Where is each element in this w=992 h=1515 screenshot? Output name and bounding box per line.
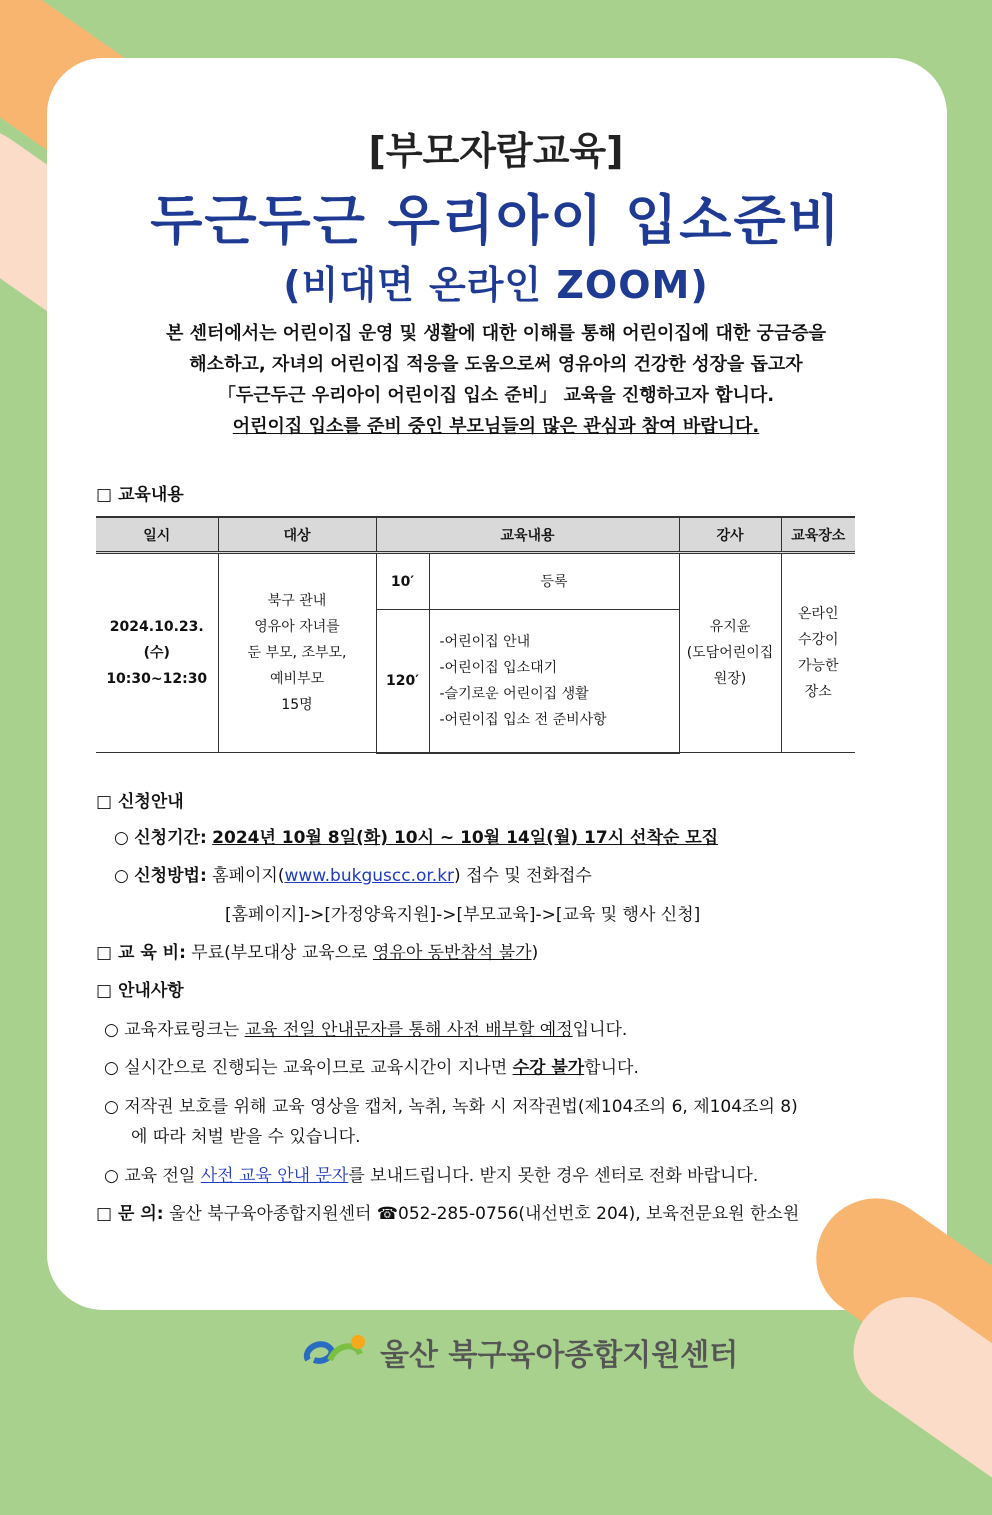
table-row xyxy=(96,553,855,610)
section-education-content: □ 교육내용 xyxy=(96,480,184,505)
header-place: 교육장소 xyxy=(781,517,855,553)
content-cell xyxy=(429,610,679,753)
contact-value: 울산 북구육아종합지원센터 ☎052-285-0756(내선번호 204), 보육전문요원 한소원 xyxy=(168,1204,800,1224)
apply-period: ○ 신청기간: 2024년 10월 8일(화) 10시 ~ 10월 14일(월) 17시 선착순 모집 xyxy=(114,828,719,848)
notice-item-cont: 에 따라 처벌 받을 수 있습니다. xyxy=(131,1127,361,1147)
notice-item: ○ 교육자료링크는 교육 전일 안내문자를 통해 사전 배부할 예정입니다. xyxy=(104,1020,628,1040)
intro-line: 「두근두근 우리아이 어린이집 입소 준비」 교육을 진행하고자 합니다. xyxy=(217,385,775,406)
target-cell xyxy=(218,553,376,753)
intro-paragraph xyxy=(0,318,992,442)
instructor-cell xyxy=(679,553,781,753)
content-line: -어린이집 입소 전 준비사항 xyxy=(439,711,607,728)
apply-period-value: 2024년 10월 8일(화) 10시 ~ 10월 14일(월) 17시 선착순 모집 xyxy=(212,828,719,848)
fee-underlined: 영유아 동반참석 불가 xyxy=(372,943,532,963)
org-name: 울산 북구육아종합지원센터 xyxy=(380,1338,739,1373)
header-date: 일시 xyxy=(96,517,218,553)
content-line: -슬기로운 어린이집 생활 xyxy=(439,685,589,702)
target-line: 15명 xyxy=(281,697,313,713)
homepage-link[interactable]: www.bukguscc.or.kr xyxy=(284,866,455,886)
content-line: -어린이집 입소대기 xyxy=(439,659,558,676)
org-logo-icon xyxy=(300,1330,370,1374)
target-line: 예비부모 xyxy=(269,671,325,687)
intro-line: 본 센터에서는 어린이집 운영 및 생활에 대한 이해를 통해 어린이집에 대한 궁금증을 xyxy=(165,323,827,344)
time-text: 10:30~12:30 xyxy=(106,671,208,687)
instructor-line: 원장) xyxy=(713,671,747,687)
education-table xyxy=(96,516,855,754)
notice-item: ○ 실시간으로 진행되는 교육이므로 교육시간이 지나면 수강 불가합니다. xyxy=(104,1058,639,1078)
apply-method-label: 신청방법: xyxy=(134,866,207,886)
notice-item: ○ 교육 전일 사전 교육 안내 문자를 보내드립니다. 받지 못한 경우 센터로 전화 바랍니다. xyxy=(104,1166,759,1186)
content-cell: 등록 xyxy=(429,553,679,610)
intro-line: 해소하고, 자녀의 어린이집 적응을 도움으로써 영유아의 건강한 성장을 돕고자 xyxy=(189,354,803,375)
duration-cell: 120′ xyxy=(376,610,429,753)
intro-line-underlined: 어린이집 입소를 준비 중인 부모님들의 많은 관심과 참여 바랍니다. xyxy=(232,416,760,437)
apply-path: [홈페이지]->[가정양육지원]->[부모교육]->[교육 및 행사 신청] xyxy=(225,905,701,925)
place-line: 온라인 xyxy=(797,606,839,622)
target-line: 둔 부모, 조부모, xyxy=(247,645,347,661)
notice-item: ○ 저작권 보호를 위해 교육 영상을 캡처, 녹취, 녹화 시 저작권법(제104조의 6, 제104조의 8) xyxy=(104,1097,798,1117)
duration-cell: 10′ xyxy=(376,553,429,610)
target-line: 북구 관내 xyxy=(267,593,327,609)
section-notice: □ 안내사항 xyxy=(96,976,184,1001)
target-line: 영유아 자녀를 xyxy=(254,619,340,635)
instructor-line: (도담어린이집 xyxy=(686,645,774,661)
instructor-line: 유지윤 xyxy=(709,619,751,635)
contact-line xyxy=(96,1199,799,1224)
page-title: 두근두근 우리아이 입소준비 xyxy=(150,189,842,252)
content-line: -어린이집 안내 xyxy=(439,633,531,650)
apply-period-label: 신청기간: xyxy=(134,828,207,848)
place-cell xyxy=(781,553,855,753)
table-header-row xyxy=(96,517,855,553)
place-line: 수강이 xyxy=(797,632,839,648)
page-subtitle: (비대면 온라인 ZOOM) xyxy=(283,263,709,307)
date-cell xyxy=(96,553,218,753)
place-line: 가능한 xyxy=(797,658,839,674)
header-content: 교육내용 xyxy=(376,517,679,553)
category-title: [부모자람교육] xyxy=(368,129,624,173)
section-apply: □ 신청안내 xyxy=(96,787,184,812)
date-text: 2024.10.23.(수) xyxy=(109,619,204,661)
contact-label: □ 문 의: xyxy=(96,1204,164,1224)
fee-label: □ 교 육 비: xyxy=(96,943,186,963)
footer-org xyxy=(300,1330,738,1374)
apply-method: ○ 신청방법: 홈페이지(www.bukguscc.or.kr) 접수 및 전화접수 xyxy=(114,866,592,886)
header-instructor: 강사 xyxy=(679,517,781,553)
fee-line: □ 교 육 비: 무료(부모대상 교육으로 영유아 동반참석 불가) xyxy=(96,938,538,963)
place-line: 장소 xyxy=(804,684,832,700)
header-target: 대상 xyxy=(218,517,376,553)
